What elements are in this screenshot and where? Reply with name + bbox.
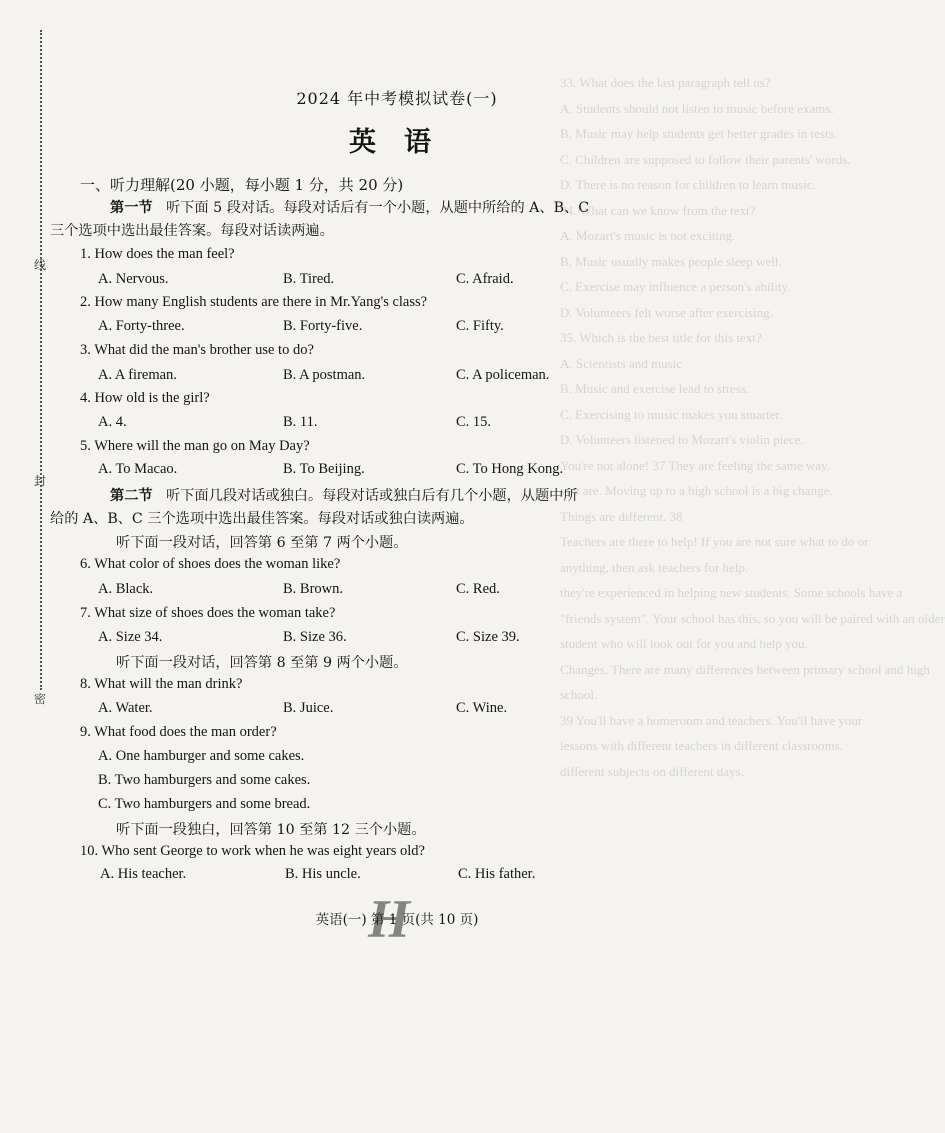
q7-option-b: B. Size 36. bbox=[283, 629, 347, 645]
q10-option-c: C. His father. bbox=[458, 866, 536, 882]
q4-option-c: C. 15. bbox=[456, 414, 492, 430]
part1-text-line1: 听下面 5 段对话。每段对话后有一个小题，从题中所给的 A、B、C bbox=[166, 200, 590, 216]
q9-option-c: C. Two hamburgers and some bread. bbox=[98, 796, 311, 812]
q2-option-a: A. Forty-three. bbox=[98, 318, 185, 334]
part1-instructions bbox=[50, 197, 680, 243]
subject-title: 英语 bbox=[349, 127, 459, 158]
part2-label: 第二节 bbox=[110, 488, 153, 504]
bleed-line: school. bbox=[560, 687, 598, 702]
q5-option-b: B. To Beijing. bbox=[283, 461, 365, 477]
section-heading: 一、听力理解(20 小题，每小题 1 分，共 20 分) bbox=[80, 176, 404, 194]
q6-option-a: A. Black. bbox=[98, 581, 154, 597]
q6-option-c: C. Red. bbox=[456, 581, 500, 597]
part2-text-line2: 给的 A、B、C 三个选项中选出最佳答案。每段对话或独白读两遍。 bbox=[50, 511, 474, 527]
question-3: 3. What did the man's brother use to do? bbox=[80, 342, 314, 358]
q8-option-b: B. Juice. bbox=[283, 700, 334, 716]
bleed-line: 39 You'll have a homeroom and teachers. You'll have your bbox=[560, 712, 863, 728]
note-q8-q9: 听下面一段对话，回答第 8 至第 9 两个小题。 bbox=[116, 655, 408, 671]
q10-option-a: A. His teacher. bbox=[100, 866, 187, 882]
bleed-line: 33. What does the last paragraph tell us? bbox=[560, 75, 771, 90]
part2-text-line1: 听下面几段对话或独白。每段对话或独白后有几个小题，从题中所 bbox=[166, 488, 578, 504]
bleed-line: D. Volunteers felt worse after exercising. bbox=[560, 304, 773, 320]
q1-option-b: B. Tired. bbox=[283, 271, 335, 287]
bleed-line: B. Music may help students get better grades in tests. bbox=[560, 126, 837, 141]
bleed-line: Changes. There are many differences between primary school and high bbox=[560, 661, 930, 677]
part2-instructions bbox=[50, 485, 680, 531]
q10-option-b: B. His uncle. bbox=[285, 866, 361, 882]
q3-option-a: A. A fireman. bbox=[98, 367, 177, 383]
part1-label: 第一节 bbox=[110, 200, 153, 216]
bleed-line: C. Exercise may influence a person's ability. bbox=[560, 279, 791, 294]
bleed-line: lessons with different teachers in different classrooms. bbox=[560, 738, 843, 753]
q9-option-a: A. One hamburger and some cakes. bbox=[98, 748, 305, 764]
q2-option-b: B. Forty-five. bbox=[283, 318, 363, 334]
bleed-line: B. Music and exercise lead to stress. bbox=[560, 381, 750, 396]
question-2: 2. How many English students are there in Mr.Yang's class? bbox=[80, 294, 428, 310]
note-q10-q12: 听下面一段独白，回答第 10 至第 12 三个小题。 bbox=[116, 822, 426, 838]
question-8: 8. What will the man drink? bbox=[80, 676, 243, 692]
bleed-line: different subjects on different days. bbox=[560, 763, 744, 779]
page-footer: 英语(一) 第 1 页(共 10 页) bbox=[315, 912, 479, 928]
q3-option-c: C. A policeman. bbox=[456, 367, 550, 383]
q5-option-c: C. To Hong Kong. bbox=[456, 461, 564, 477]
bleed-line: B. Music usually makes people sleep well. bbox=[560, 253, 782, 269]
bleed-line: C. Children are supposed to follow their parents' words. bbox=[560, 151, 851, 167]
bleed-line: they're experienced in helping new students. Some schools have a bbox=[560, 585, 903, 600]
bleed-line: 35. Which is the best title for this text? bbox=[560, 330, 762, 345]
question-9: 9. What food does the man order? bbox=[80, 724, 277, 740]
exam-title: 2024 年中考模拟试卷(一) bbox=[296, 89, 498, 108]
q7-option-a: A. Size 34. bbox=[98, 629, 163, 645]
q1-option-a: A. Nervous. bbox=[98, 271, 169, 287]
q5-option-a: A. To Macao. bbox=[98, 461, 178, 477]
q7-option-c: C. Size 39. bbox=[456, 629, 520, 645]
note-q6-q7: 听下面一段对话，回答第 6 至第 7 两个小题。 bbox=[116, 535, 408, 551]
margin-char-seal: 封 bbox=[34, 474, 47, 488]
part1-text-line2: 三个选项中选出最佳答案。每段对话读两遍。 bbox=[50, 223, 334, 239]
bleed-line: D. There is no reason for children to learn music. bbox=[560, 177, 816, 192]
bleed-line: "friends system". Your school has this, so you will be paired with an older bbox=[560, 610, 945, 626]
margin-char-dense: 密 bbox=[34, 692, 47, 706]
bleed-line: anything, then ask teachers for help. bbox=[560, 559, 749, 575]
bleed-line: A. Scientists and music bbox=[560, 355, 683, 371]
question-1: 1. How does the man feel? bbox=[80, 246, 235, 262]
q4-option-b: B. 11. bbox=[283, 414, 318, 430]
bleed-line: You're not alone! 37 They are feeling the same way. bbox=[560, 457, 830, 473]
bleed-line: 34. What can we know from the text? bbox=[560, 202, 756, 218]
q8-option-c: C. Wine. bbox=[456, 700, 508, 716]
q3-option-b: B. A postman. bbox=[283, 367, 366, 383]
bleed-line: A. Students should not listen to music before exams. bbox=[560, 100, 834, 116]
bleed-line: Things are different. 38 bbox=[560, 508, 683, 524]
q8-option-a: A. Water. bbox=[98, 700, 153, 716]
footer-mark: H bbox=[368, 889, 411, 949]
bleed-line: student who will look out for you and help you. bbox=[560, 636, 808, 651]
question-4: 4. How old is the girl? bbox=[80, 390, 210, 406]
bleed-line: A. Mozart's music is not exciting. bbox=[560, 228, 736, 243]
q2-option-c: C. Fifty. bbox=[456, 318, 504, 334]
q1-option-c: C. Afraid. bbox=[456, 271, 514, 287]
margin-char-line: 线 bbox=[34, 258, 47, 272]
bleed-line: you are. Moving up to a high school is a big change. bbox=[560, 483, 833, 498]
question-10: 10. Who sent George to work when he was eight years old? bbox=[80, 843, 425, 859]
q4-option-a: A. 4. bbox=[98, 414, 127, 430]
bleed-line: Teachers are there to help! If you are not sure what to do or bbox=[560, 534, 869, 549]
q9-option-b: B. Two hamburgers and some cakes. bbox=[98, 772, 311, 788]
question-7: 7. What size of shoes does the woman take? bbox=[80, 605, 336, 621]
q6-option-b: B. Brown. bbox=[283, 581, 344, 597]
bleed-line: C. Exercising to music makes you smarter. bbox=[560, 406, 783, 422]
bleed-line: D. Volunteers listened to Mozart's violin piece. bbox=[560, 432, 804, 447]
question-5: 5. Where will the man go on May Day? bbox=[80, 438, 310, 454]
question-6: 6. What color of shoes does the woman like? bbox=[80, 556, 341, 572]
